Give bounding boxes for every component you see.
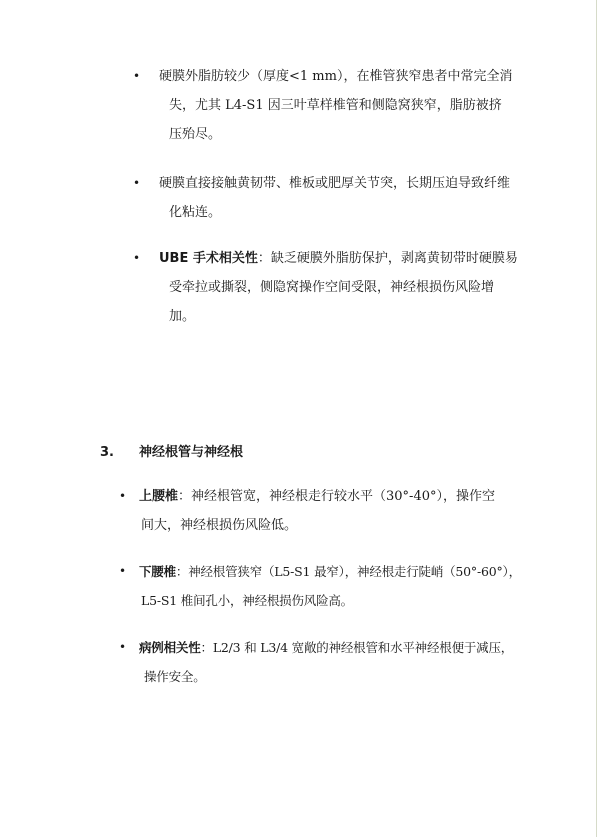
text-line: L5-S1 椎间孔小，神经根损伤风险高。 xyxy=(141,593,353,608)
item-label: 上腰椎 xyxy=(139,489,179,504)
bullet-dot: • xyxy=(119,564,127,578)
text-line: 加。 xyxy=(169,309,196,324)
page-edge-line xyxy=(596,0,597,837)
text-line: 硬膜外脂肪较少（厚度<1 mm），在椎管狭窄患者中常完全消 xyxy=(159,69,513,84)
list-item xyxy=(139,557,521,615)
section-number: 3. xyxy=(100,445,114,460)
text-line: 化粘连。 xyxy=(169,205,222,220)
text-line: 受牵拉或撕裂，侧隐窝操作空间受限，神经根损伤风险增 xyxy=(169,280,495,295)
text-line xyxy=(159,244,518,273)
list-item xyxy=(139,482,495,540)
item-text: ：神经根管宽，神经根走行较水平（30°-40°），操作空 xyxy=(178,489,495,504)
bullet-dot: • xyxy=(119,489,127,503)
section-heading: 神经根管与神经根 xyxy=(139,445,244,460)
bullet-dot: • xyxy=(119,640,127,654)
list-item xyxy=(139,633,513,691)
text-line xyxy=(139,557,521,586)
text-line: 压殆尽。 xyxy=(169,127,222,142)
text-line xyxy=(139,482,495,511)
item-text: ：缺乏硬膜外脂肪保护，剥离黄韧带时硬膜易 xyxy=(257,251,518,266)
item-text: ：L2/3 和 L3/4 宽敞的神经根管和水平神经根便于减压， xyxy=(200,640,514,655)
text-line: 操作安全。 xyxy=(144,669,206,684)
item-label: 下腰椎 xyxy=(139,564,176,579)
text-line: 间大，神经根损伤风险低。 xyxy=(141,518,298,533)
list-item xyxy=(159,244,518,331)
item-label: UBE 手术相关性 xyxy=(159,251,258,266)
text-line xyxy=(139,633,513,662)
list-item xyxy=(159,169,510,227)
item-text: ：神经根管狭窄（L5-S1 最窄），神经根走行陡峭（50°-60°）， xyxy=(175,564,521,579)
bullet-dot: • xyxy=(133,69,141,83)
list-item xyxy=(159,62,512,149)
bullet-dot: • xyxy=(133,176,141,190)
text-line: 失，尤其 L4-S1 因三叶草样椎管和侧隐窝狭窄，脂肪被挤 xyxy=(169,98,502,113)
item-label: 病例相关性 xyxy=(139,640,201,655)
bullet-dot: • xyxy=(133,251,141,265)
text-line: 硬膜直接接触黄韧带、椎板或肥厚关节突，长期压迫导致纤维 xyxy=(159,176,511,191)
